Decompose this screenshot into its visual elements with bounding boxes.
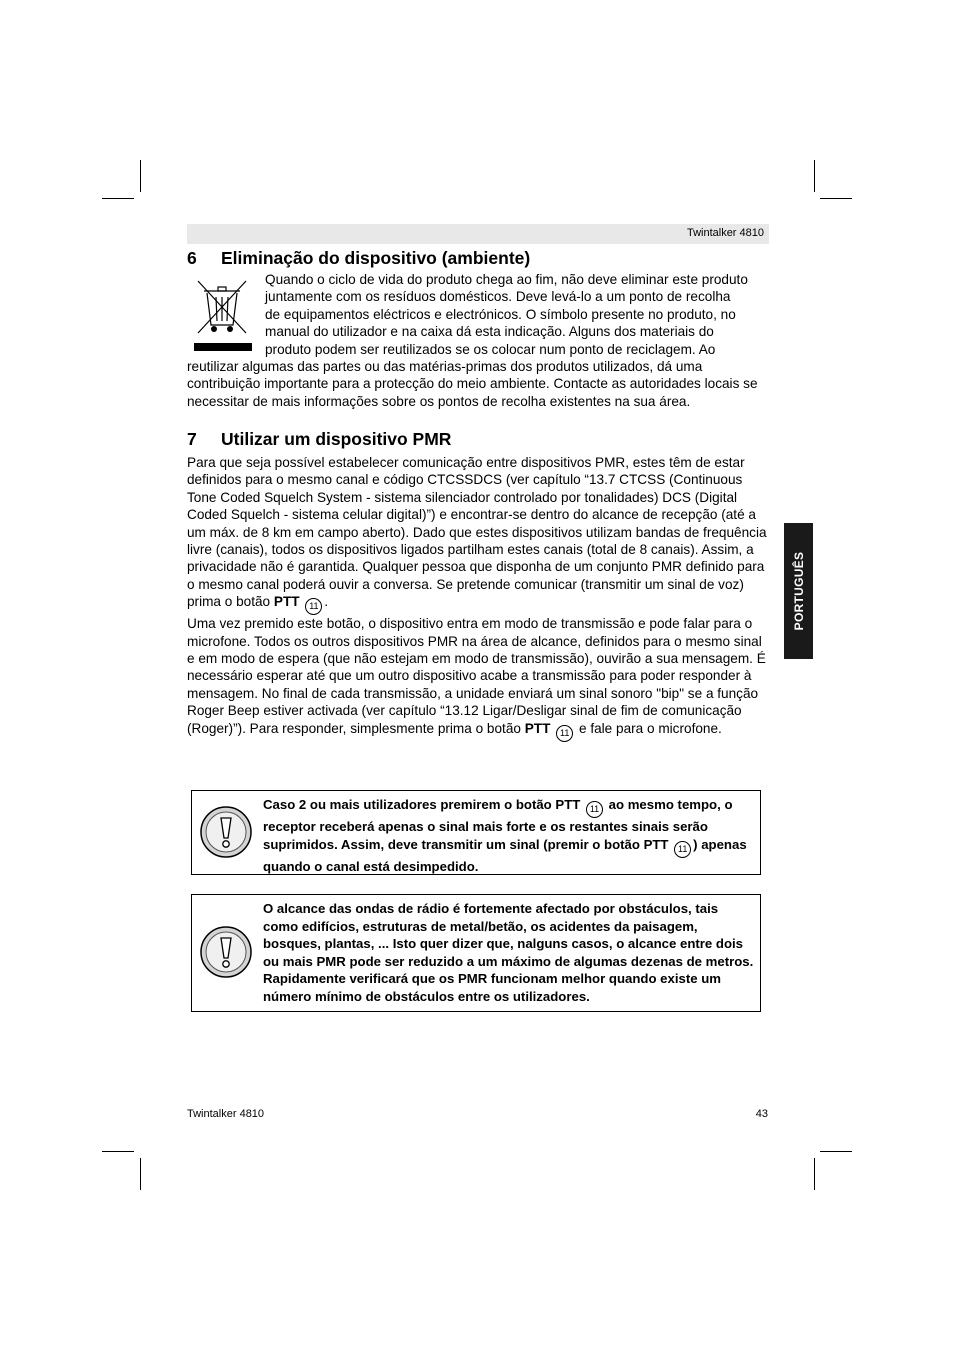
section-7-title: Utilizar um dispositivo PMR <box>221 429 452 449</box>
page-header <box>187 224 769 244</box>
note-text-part: ao mesmo tempo, o receptor receberá apenas o sinal mais forte e os restantes sinais serão suprimidos. Assim, deve transmitir um sinal (premir o botão PTT <box>263 797 733 852</box>
text-line: juntamente com os resíduos domésticos. Deve levá-lo a um ponto de recolha <box>265 289 731 305</box>
warning-note-1 <box>191 790 761 875</box>
language-label: PORTUGUÊS <box>791 551 806 631</box>
ptt-ref-badge: 11 <box>556 725 573 742</box>
section-7-body <box>187 454 773 742</box>
paragraph-text: Para que seja possível estabelecer comunicação entre dispositivos PMR, estes têm de estar definidos para o mesmo canal e código CTCSSDCS (ver capítulo “13.7 CTCSS (Continuous Tone Coded Squelch System - sistema silenciador controlado por tonalidades) DCS (Digital Coded Squelch - sistema celular digital)”) e encontrar-se dentro do alcance de recepção (até a um máx. de 8 km em campo aberto). Dado que estes dispositivos utilizam bandas de frequência livre (canais), todos os dispositivos ligados partilham estes canais (total de 8 canais). Assim, a privacidade não é garantida. Qualquer pessoa que disponha de um conjunto PMR definido para o mesmo canal poderá ouvir a conversa. Se pretende comunicar (transmitir um sinal de voz) prima o botão <box>187 455 767 610</box>
section-6-heading <box>187 248 530 269</box>
note-text-part: Caso 2 ou mais utilizadores premirem o botão PTT <box>263 797 581 812</box>
crop-mark <box>814 1158 815 1190</box>
paragraph <box>187 615 773 741</box>
ptt-ref-badge: 11 <box>586 801 603 818</box>
weee-bin-icon <box>194 277 254 353</box>
crop-mark <box>820 198 852 199</box>
crop-mark <box>140 160 141 192</box>
text-line: produto podem ser reutilizados se os colocar num ponto de reciclagem. Ao <box>265 341 716 357</box>
paragraph: reutilizar algumas das partes ou das matérias-primas dos produtos utilizados, dá uma contribuição importante para a protecção do meio ambiente. Contacte as autoridades locais se necessitar de mais informações sobre os pontos de recolha existentes na sua área. <box>187 359 758 409</box>
footer-product: Twintalker 4810 <box>187 1108 265 1120</box>
paragraph-text: . <box>324 594 329 610</box>
page-number: 43 <box>755 1108 768 1120</box>
paragraph-text: Uma vez premido este botão, o dispositivo entra em modo de transmissão e pode falar para o microfone. Todos os outros dispositivos PMR na área de alcance, definidos para o mesmo sinal e em modo de espera (que não estejam em modo de transmissão), ouvirão a sua mensagem. É necessário esperar até que um outro dispositivo acabe a transmissão para poder responder à mensagem. No final de cada transmissão, a unidade enviará um sinal sonoro "bip" se a função Roger Beep estiver activada (ver capítulo “13.12 Ligar/Desligar sinal de fim de comunicação (Roger)”). Para responder, simplesmente prima o botão <box>187 616 766 736</box>
language-side-tab <box>784 523 813 659</box>
crop-mark <box>102 1151 134 1152</box>
paragraph <box>187 454 773 615</box>
note-text: O alcance das ondas de rádio é fortemente afectado por obstáculos, tais como edifícios, estruturas de metal/betão, os acidentes da paisagem, bosques, plantas, ... Isto quer dizer que, nalguns casos, o alcance entre dois ou mais PMR pode ser reduzido a um máximo de algumas dezenas de metros. Rapidamente verificará que os PMR funcionam melhor quando existe um número mínimo de obstáculos entre os utilizadores. <box>263 901 754 1004</box>
exclamation-icon <box>199 925 253 979</box>
section-6-number: 6 <box>187 248 197 268</box>
crop-mark <box>102 198 134 199</box>
section-7-number: 7 <box>187 429 197 449</box>
ptt-label: PTT <box>524 720 551 736</box>
section-6-body <box>187 358 773 410</box>
crop-mark <box>820 1151 852 1152</box>
header-product: Twintalker 4810 <box>686 227 764 239</box>
exclamation-icon <box>199 805 253 859</box>
note-text <box>263 796 754 875</box>
section-6-title: Eliminação do dispositivo (ambiente) <box>221 248 531 268</box>
crop-mark <box>814 160 815 192</box>
text-line: manual do utilizador e na caixa dá esta indicação. Alguns dos materiais do <box>265 324 714 340</box>
text-line: Quando o ciclo de vida do produto chega ao fim, não deve eliminar este produto <box>265 272 748 287</box>
warning-note-2 <box>191 894 761 1012</box>
section-7-heading <box>187 429 451 450</box>
ptt-ref-badge: 11 <box>305 598 322 615</box>
crop-mark <box>140 1158 141 1190</box>
text-line: de equipamentos eléctricos e electrónicos. O símbolo presente no produto, no <box>265 306 736 322</box>
section-6-wrap <box>265 271 775 358</box>
note-text-part: ) apenas quando o canal está desimpedido. <box>263 836 747 874</box>
ptt-label: PTT <box>273 594 300 610</box>
ptt-ref-badge: 11 <box>674 841 691 858</box>
paragraph-text: e fale para o microfone. <box>578 720 722 736</box>
